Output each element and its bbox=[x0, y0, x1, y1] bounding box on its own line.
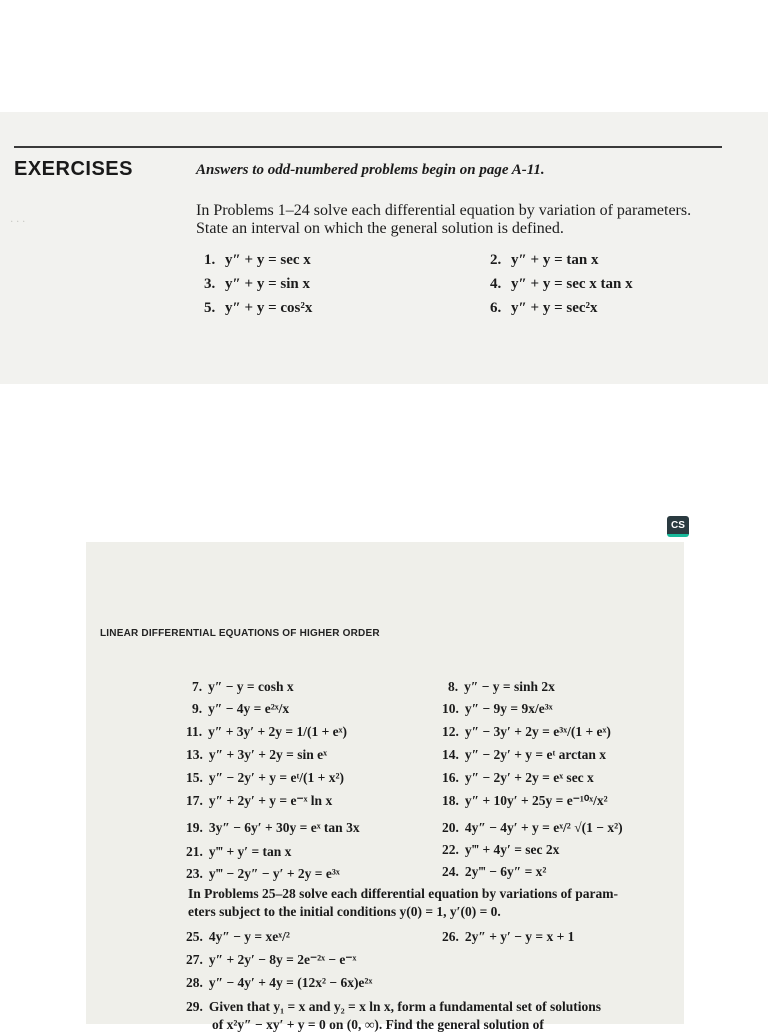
problem-equation: y″ + 2y′ − 8y = 2e⁻²ˣ − e⁻ˣ bbox=[208, 952, 357, 967]
problem-number: 10. bbox=[442, 701, 459, 716]
problem-equation: y″ + 3y′ + 2y = sin eˣ bbox=[208, 747, 327, 762]
problem-number: 22. bbox=[442, 842, 459, 857]
problem-21 bbox=[186, 844, 291, 860]
problem-20 bbox=[442, 820, 623, 836]
problem-equation: y″ + y = sec x tan x bbox=[511, 276, 633, 292]
ivp-instruction-line-1: In Problems 25–28 solve each differential equation by variations of param- bbox=[188, 886, 618, 901]
problem-1 bbox=[204, 252, 311, 269]
problem-equation: y″ + y = cos²x bbox=[225, 300, 313, 316]
problem-29-continued: of x²y″ − xy′ + y = 0 on (0, ∞). Find the general solution of bbox=[212, 1017, 544, 1032]
problem-number: 8. bbox=[448, 679, 459, 694]
problem-number: 17. bbox=[186, 793, 203, 808]
problem-number: 5. bbox=[204, 300, 216, 316]
problem-4 bbox=[490, 276, 633, 293]
problem-number: 4. bbox=[490, 276, 502, 292]
problem-number: 2. bbox=[490, 252, 502, 268]
problem-number: 25. bbox=[186, 929, 203, 944]
problem-11 bbox=[186, 724, 347, 740]
problem-number: 13. bbox=[186, 747, 203, 762]
problem-13 bbox=[186, 747, 327, 763]
problem-equation: 3y″ − 6y′ + 30y = eˣ tan 3x bbox=[208, 820, 360, 835]
problem-number: 14. bbox=[442, 747, 459, 762]
problem-equation: 2y″ + y′ − y = x + 1 bbox=[464, 929, 575, 944]
problem-19 bbox=[186, 820, 360, 836]
problem-number: 11. bbox=[186, 724, 203, 739]
problem-29 bbox=[186, 999, 601, 1015]
problem-number: 9. bbox=[192, 701, 203, 716]
problem-equation: y‴ + y′ = tan x bbox=[208, 844, 292, 859]
problem-5 bbox=[204, 300, 312, 317]
problem-6 bbox=[490, 300, 598, 317]
problem-equation: y″ + 10y′ + 25y = e⁻¹⁰ˣ/x² bbox=[464, 793, 608, 808]
problem-equation: y″ − 4y = e²ˣ/x bbox=[208, 701, 290, 716]
problem-number: 28. bbox=[186, 975, 203, 990]
problem-equation: y″ − 2y′ + y = eᵗ/(1 + x²) bbox=[208, 770, 345, 785]
section-rule bbox=[14, 146, 722, 148]
problem-number: 7. bbox=[192, 679, 203, 694]
problem-18 bbox=[442, 793, 608, 809]
problem-16 bbox=[442, 770, 594, 786]
problem-equation: y″ − y = cosh x bbox=[208, 679, 294, 694]
problem-number: 26. bbox=[442, 929, 459, 944]
problem-7 bbox=[192, 679, 294, 695]
camscanner-badge-icon: CS bbox=[667, 516, 689, 537]
problem-equation: y″ − 4y′ + 4y = (12x² − 6x)e²ˣ bbox=[208, 975, 373, 990]
problem-number: 23. bbox=[186, 866, 203, 881]
problem-equation: y‴ − 2y″ − y′ + 2y = e³ˣ bbox=[208, 866, 340, 881]
problem-22 bbox=[442, 842, 559, 858]
instruction-line-1: In Problems 1–24 solve each differential equation by variation of parameters. bbox=[196, 202, 692, 219]
problem-number: 27. bbox=[186, 952, 203, 967]
problem-12 bbox=[442, 724, 611, 740]
bleed-through-text: · · · bbox=[10, 214, 25, 228]
problem-number: 12. bbox=[442, 724, 459, 739]
problem-equation: y″ − 2y′ + 2y = eˣ sec x bbox=[464, 770, 594, 785]
chapter-header: LINEAR DIFFERENTIAL EQUATIONS OF HIGHER ORDER bbox=[100, 628, 380, 639]
problem-equation: y″ + y = tan x bbox=[511, 252, 599, 268]
problem-number: 18. bbox=[442, 793, 459, 808]
problem-15 bbox=[186, 770, 344, 786]
problem-equation: y″ − y = sinh 2x bbox=[464, 679, 555, 694]
answers-note: Answers to odd-numbered problems begin on page A-11. bbox=[196, 162, 545, 178]
problem-number: 19. bbox=[186, 820, 203, 835]
problem-equation: y″ + 2y′ + y = e⁻ˣ ln x bbox=[208, 793, 333, 808]
instruction-line-2: State an interval on which the general solution is defined. bbox=[196, 220, 564, 237]
problem-17 bbox=[186, 793, 332, 809]
problem-number: 21. bbox=[186, 844, 203, 859]
problem-equation: y‴ + 4y′ = sec 2x bbox=[464, 842, 560, 857]
problem-number: 6. bbox=[490, 300, 502, 316]
problem-equation: y″ + y = sec²x bbox=[511, 300, 598, 316]
exercises-heading: EXERCISES bbox=[14, 158, 133, 180]
problem-25 bbox=[186, 929, 290, 945]
problem-2 bbox=[490, 252, 598, 269]
problem-equation: 4y″ − y = xeˣ/² bbox=[208, 929, 290, 944]
problem-equation: y″ + 3y′ + 2y = 1/(1 + eˣ) bbox=[208, 724, 348, 739]
problem-equation: y″ − 9y = 9x/e³ˣ bbox=[464, 701, 553, 716]
bottom-page-scan bbox=[86, 542, 684, 1032]
problem-14 bbox=[442, 747, 606, 763]
problem-number: 3. bbox=[204, 276, 216, 292]
problem-26 bbox=[442, 929, 574, 945]
problem-number: 1. bbox=[204, 252, 216, 268]
problem-24 bbox=[442, 864, 546, 880]
problem-equation: y″ − 2y′ + y = eᵗ arctan x bbox=[464, 747, 607, 762]
problem-number: 20. bbox=[442, 820, 459, 835]
problem-equation: y″ + y = sec x bbox=[225, 252, 311, 268]
problem-8 bbox=[448, 679, 555, 695]
problem-23 bbox=[186, 866, 340, 882]
problem-number: 15. bbox=[186, 770, 203, 785]
problem-27 bbox=[186, 952, 356, 968]
top-page-scan bbox=[0, 112, 768, 384]
problem-number: 16. bbox=[442, 770, 459, 785]
problem-28 bbox=[186, 975, 372, 991]
problem-9 bbox=[192, 701, 289, 717]
problem-10 bbox=[442, 701, 553, 717]
problem-3 bbox=[204, 276, 310, 293]
problem-number: 24. bbox=[442, 864, 459, 879]
problem-equation: 2y‴ − 6y″ = x² bbox=[464, 864, 547, 879]
problem-text: Given that y₁ = x and y₂ = x ln x, form a fundamental set of solutions bbox=[208, 999, 602, 1014]
problem-equation: y″ + y = sin x bbox=[225, 276, 310, 292]
problem-equation: y″ − 3y′ + 2y = e³ˣ/(1 + eˣ) bbox=[464, 724, 611, 739]
problem-number: 29. bbox=[186, 999, 203, 1014]
problem-equation: 4y″ − 4y′ + y = eˣ/² √(1 − x²) bbox=[464, 820, 623, 835]
ivp-instruction-line-2: eters subject to the initial conditions y(0) = 1, y′(0) = 0. bbox=[188, 904, 501, 919]
